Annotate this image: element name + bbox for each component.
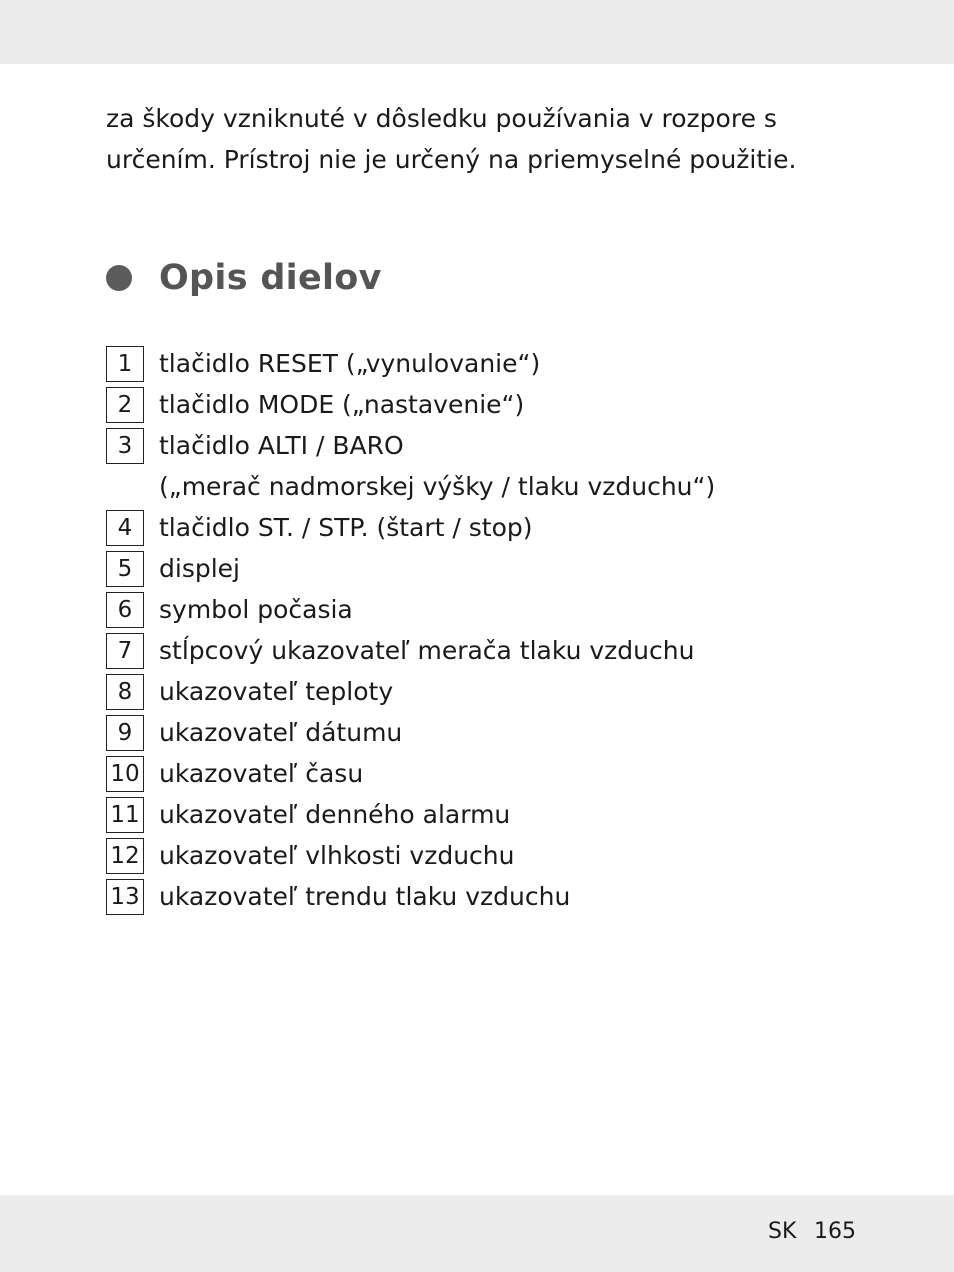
part-label: tlačidlo ST. / STP. (štart / stop) — [159, 513, 533, 542]
part-number: 12 — [106, 838, 144, 874]
part-number: 3 — [106, 428, 144, 464]
part-label: ukazovateľ vlhkosti vzduchu — [159, 841, 515, 870]
part-item-12 — [106, 836, 715, 877]
part-label: tlačidlo MODE („nastavenie“) — [159, 390, 525, 419]
footer-band — [0, 1195, 954, 1272]
part-label: symbol počasia — [159, 595, 353, 624]
part-item-1 — [106, 344, 715, 385]
parts-list — [106, 344, 715, 918]
part-item-10 — [106, 754, 715, 795]
part-item-5 — [106, 549, 715, 590]
part-number: 6 — [106, 592, 144, 628]
part-item-4 — [106, 508, 715, 549]
part-number: 13 — [106, 879, 144, 915]
part-label: ukazovateľ denného alarmu — [159, 800, 511, 829]
part-item-6 — [106, 590, 715, 631]
part-number: 9 — [106, 715, 144, 751]
part-label: tlačidlo ALTI / BARO — [159, 431, 404, 460]
part-number: 8 — [106, 674, 144, 710]
part-item-13 — [106, 877, 715, 918]
part-number: 4 — [106, 510, 144, 546]
part-label: ukazovateľ trendu tlaku vzduchu — [159, 882, 571, 911]
intro-paragraph: za škody vzniknuté v dôsledku používania v rozpore s určením. Prístroj nie je určený na priemyselné použitie. — [106, 104, 797, 174]
part-label: ukazovateľ dátumu — [159, 718, 403, 747]
part-number: 7 — [106, 633, 144, 669]
part-number: 2 — [106, 387, 144, 423]
part-number: 10 — [106, 756, 144, 792]
part-item-8 — [106, 672, 715, 713]
bullet-icon — [106, 265, 132, 291]
part-number: 11 — [106, 797, 144, 833]
section-heading — [106, 254, 382, 302]
footer-page-number: 165 — [814, 1219, 856, 1244]
part-label-multiline — [159, 425, 715, 507]
part-item-9 — [106, 713, 715, 754]
part-label: displej — [159, 554, 240, 583]
section-title: Opis dielov — [159, 258, 382, 298]
part-number: 1 — [106, 346, 144, 382]
header-band — [0, 0, 954, 64]
part-label: ukazovateľ teploty — [159, 677, 394, 706]
part-item-2 — [106, 385, 715, 426]
part-label: ukazovateľ času — [159, 759, 364, 788]
part-label-continued: („merač nadmorskej výšky / tlaku vzduchu“) — [159, 472, 716, 501]
part-item-11 — [106, 795, 715, 836]
part-label: stĺpcový ukazovateľ merača tlaku vzduchu — [159, 636, 695, 665]
part-label: tlačidlo RESET („vynulovanie“) — [159, 349, 541, 378]
part-item-3 — [106, 426, 715, 508]
part-number: 5 — [106, 551, 144, 587]
part-item-7 — [106, 631, 715, 672]
footer-language: SK — [768, 1219, 797, 1244]
